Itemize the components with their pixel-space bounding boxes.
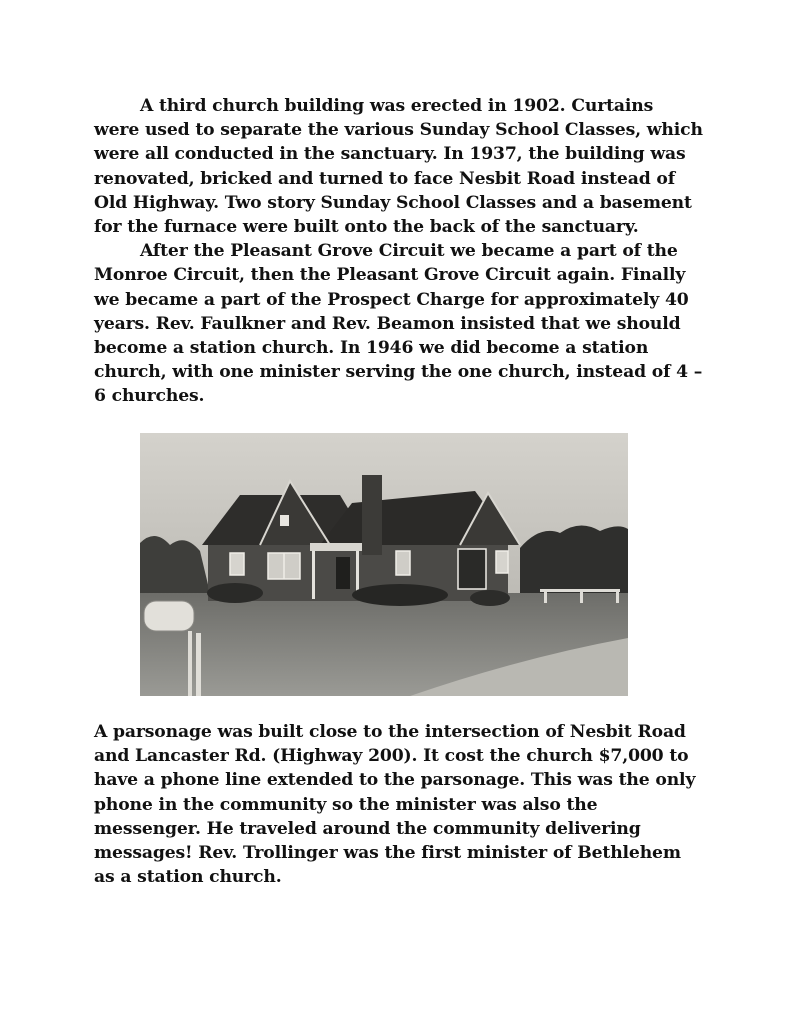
text-line: 6 churches. (94, 386, 205, 407)
text-line: messages! Rev. Trollinger was the first minister of Bethlehem (94, 843, 681, 864)
text-line: become a station church. In 1946 we did become a station (94, 338, 649, 359)
text-line: messenger. He traveled around the community delivering (94, 818, 641, 839)
history-paragraphs (94, 94, 704, 409)
text-line: Monroe Circuit, then the Pleasant Grove Circuit again. Finally (94, 265, 686, 286)
text-line: for the furnace were built onto the back of the sanctuary. (94, 217, 639, 238)
text-line: After the Pleasant Grove Circuit we became a part of the (140, 241, 678, 262)
parsonage-photo (140, 433, 628, 696)
text-line: we became a part of the Prospect Charge for approximately 40 (94, 289, 689, 310)
text-line: were all conducted in the sanctuary. In 1937, the building was (94, 144, 686, 165)
text-line: have a phone line extended to the parsonage. This was the only (94, 770, 696, 791)
text-line: years. Rev. Faulkner and Rev. Beamon insisted that we should (94, 313, 681, 334)
text-line: renovated, bricked and turned to face Nesbit Road instead of (94, 168, 675, 189)
text-line: and Lancaster Rd. (Highway 200). It cost the church $7,000 to (94, 746, 689, 767)
text-line: phone in the community so the minister was also the (94, 794, 598, 815)
text-line: A parsonage was built close to the intersection of Nesbit Road (94, 722, 686, 742)
text-line: as a station church. (94, 867, 282, 888)
text-line: church, with one minister serving the one church, instead of 4 – (94, 362, 703, 383)
text-line: Old Highway. Two story Sunday School Classes and a basement (94, 192, 692, 213)
text-line: A third church building was erected in 1902. Curtains (140, 96, 654, 116)
parsonage-paragraph (94, 720, 704, 889)
text-line: were used to separate the various Sunday School Classes, which (94, 120, 703, 141)
